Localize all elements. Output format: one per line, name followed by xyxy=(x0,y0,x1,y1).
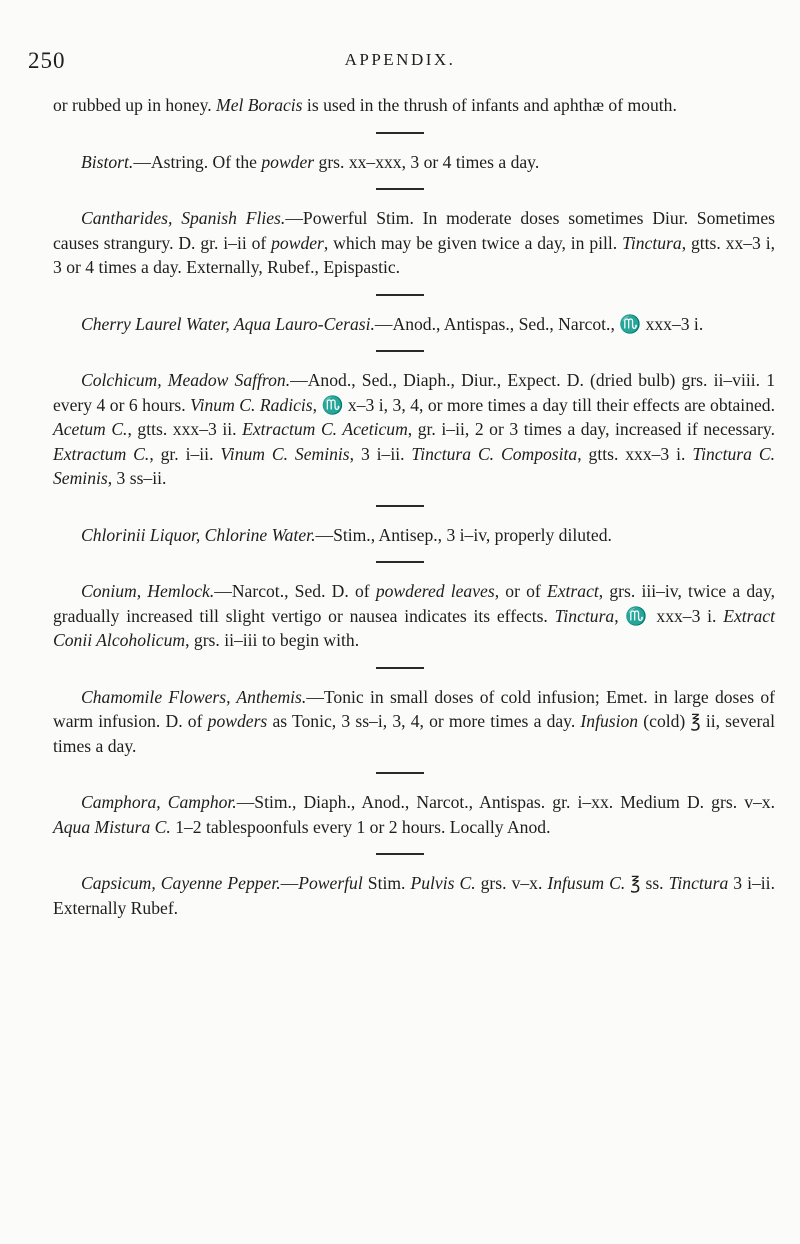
entry-text: —Tonic in small doses of cold infusion; Emet. in large doses of warm infusion. D. of xyxy=(53,686,775,731)
italic-term: Extractum C. Aceticum xyxy=(242,419,408,439)
italic-term: Infusum C. xyxy=(547,873,626,893)
italic-term: powder xyxy=(271,232,324,253)
italic-term: Tinctura xyxy=(668,873,729,893)
entry-text: ℥ ss. xyxy=(625,873,669,893)
entry-camphora xyxy=(53,790,775,839)
italic-term: Colchicum, Meadow Saffron. xyxy=(81,370,291,390)
entry-text: , grs. ii–iii to begin with. xyxy=(185,630,360,650)
entry-text: , which may be given twice a day, in pill. xyxy=(323,232,623,253)
separator-rule xyxy=(376,667,424,669)
entry-text: 1–2 tablespoonfuls every 1 or 2 hours. Locally Anod. xyxy=(170,816,551,837)
italic-term: Aqua Mistura C. xyxy=(53,816,171,837)
italic-term: Cantharides, Spanish Flies. xyxy=(81,208,286,228)
entry-chlorinii-liquor xyxy=(53,523,775,548)
entry-colchicum xyxy=(53,368,775,491)
entry-text: , gr. i–ii. xyxy=(149,443,221,464)
entry-cherry-laurel-water xyxy=(53,312,775,337)
entry-text: , 3 ss–ii. xyxy=(107,468,167,488)
entry-text: , ♏ xxx–3 i. xyxy=(614,605,724,626)
italic-term: Vinum C. Seminis xyxy=(220,443,350,464)
entry-conium xyxy=(53,579,775,653)
separator-rule xyxy=(376,772,424,774)
entry-text: grs. v–x. xyxy=(475,873,548,893)
entry-text: —Stim., Antisep., 3 i–iv, properly diluted. xyxy=(315,524,612,545)
entry-text: or rubbed up in honey. xyxy=(53,95,217,115)
separator-rule xyxy=(376,853,424,855)
italic-term: Chamomile Flowers, Anthemis. xyxy=(81,686,307,707)
entry-text: —Anod., Antispas., Sed., Narcot., ♏ xxx–3 i. xyxy=(374,313,704,334)
italic-term: powder xyxy=(261,151,315,172)
entry-text: , 3 i–ii. xyxy=(349,443,412,464)
italic-term: Tinctura xyxy=(554,605,615,626)
italic-term: Pulvis C. xyxy=(410,873,476,893)
separator-rule xyxy=(376,294,424,296)
entry-text: (cold) ℥ ii, several times a day. xyxy=(53,711,776,756)
italic-term: Cherry Laurel Water, Aqua Lauro-Cerasi. xyxy=(81,313,375,334)
italic-term: powdered leaves xyxy=(375,581,495,601)
entry-bistort xyxy=(53,150,775,175)
italic-term: Tinctura C. Composita xyxy=(411,443,578,464)
italic-term: Extractum C. xyxy=(53,443,150,464)
italic-term: Extract Conii Alcoholicum xyxy=(53,605,776,650)
entry-text: 3 i–ii. Externally Rubef. xyxy=(53,873,775,918)
entry-text: , gtts. xxx–3 ii. xyxy=(127,419,243,439)
separator-rule xyxy=(376,132,424,134)
italic-term: Camphora, Camphor. xyxy=(81,792,237,812)
entry-text: as Tonic, 3 ss–i, 3, 4, or more times a day. xyxy=(267,711,581,731)
italic-term: Acetum C. xyxy=(53,419,128,439)
italic-term: powders xyxy=(207,711,268,731)
italic-term: Powerful xyxy=(298,873,363,893)
entry-text: grs. xx–xxx, 3 or 4 times a day. xyxy=(314,151,540,172)
entry-text: —Powerful Stim. In moderate doses sometimes Diur. Sometimes causes strangury. D. gr. i–ii of xyxy=(53,208,775,253)
entry-text: , grs. iii–iv, twice a day, gradually increased till slight vertigo or nausea indicates its effects. xyxy=(53,581,775,626)
separator-rule xyxy=(376,188,424,190)
entry-text: —Anod., Sed., Diaph., Diur., Expect. D. (dried bulb) grs. ii–viii. 1 every 4 or 6 hours. xyxy=(53,370,775,415)
italic-term: Bistort. xyxy=(81,151,134,172)
entry-text: , ♏ x–3 i, 3, 4, or more times a day till their effects are obtained. xyxy=(312,394,775,415)
entry-text: Stim. xyxy=(362,873,411,893)
italic-term: Extract xyxy=(546,581,599,601)
page-body xyxy=(53,93,775,920)
separator-rule xyxy=(376,505,424,507)
italic-term: Tinctura C. Seminis xyxy=(53,443,775,488)
entry-capsicum xyxy=(53,871,775,920)
entry-text: , gtts. xxx–3 i. xyxy=(577,443,693,464)
separator-rule xyxy=(376,350,424,352)
italic-term: Vinum C. Radicis xyxy=(190,394,313,415)
page-header xyxy=(0,48,800,76)
italic-term: Capsicum, Cayenne Pepper. xyxy=(81,873,281,893)
italic-term: Conium, Hemlock. xyxy=(81,581,215,601)
entry-text: , gr. i–ii, 2 or 3 times a day, increased if necessary. xyxy=(407,419,775,439)
italic-term: Tinctura xyxy=(622,232,682,253)
entry-cantharides xyxy=(53,206,775,280)
entry-text: —Narcot., Sed. D. of xyxy=(214,581,376,601)
entry-text: , gtts. xx–3 i, 3 or 4 times a day. Externally, Rubef., Epispastic. xyxy=(53,232,775,277)
entry-text: — xyxy=(280,873,299,893)
running-title: APPENDIX. xyxy=(344,50,456,69)
entry-text: —Astring. Of the xyxy=(133,151,262,172)
entry-chamomile-flowers xyxy=(53,685,775,759)
separator-rule xyxy=(376,561,424,563)
entry-text: , or of xyxy=(494,581,547,601)
italic-term: Mel Boracis xyxy=(216,95,303,115)
italic-term: Chlorinii Liquor, Chlorine Water. xyxy=(81,524,316,545)
page-number: 250 xyxy=(28,48,66,73)
italic-term: Infusion xyxy=(580,711,639,731)
entry-text: —Stim., Diaph., Anod., Narcot., Antispas. gr. i–xx. Medium D. grs. v–x. xyxy=(236,792,775,812)
entry-text: is used in the thrush of infants and aphthæ of mouth. xyxy=(302,95,677,115)
entry-mel-boracis-continuation xyxy=(53,93,775,118)
